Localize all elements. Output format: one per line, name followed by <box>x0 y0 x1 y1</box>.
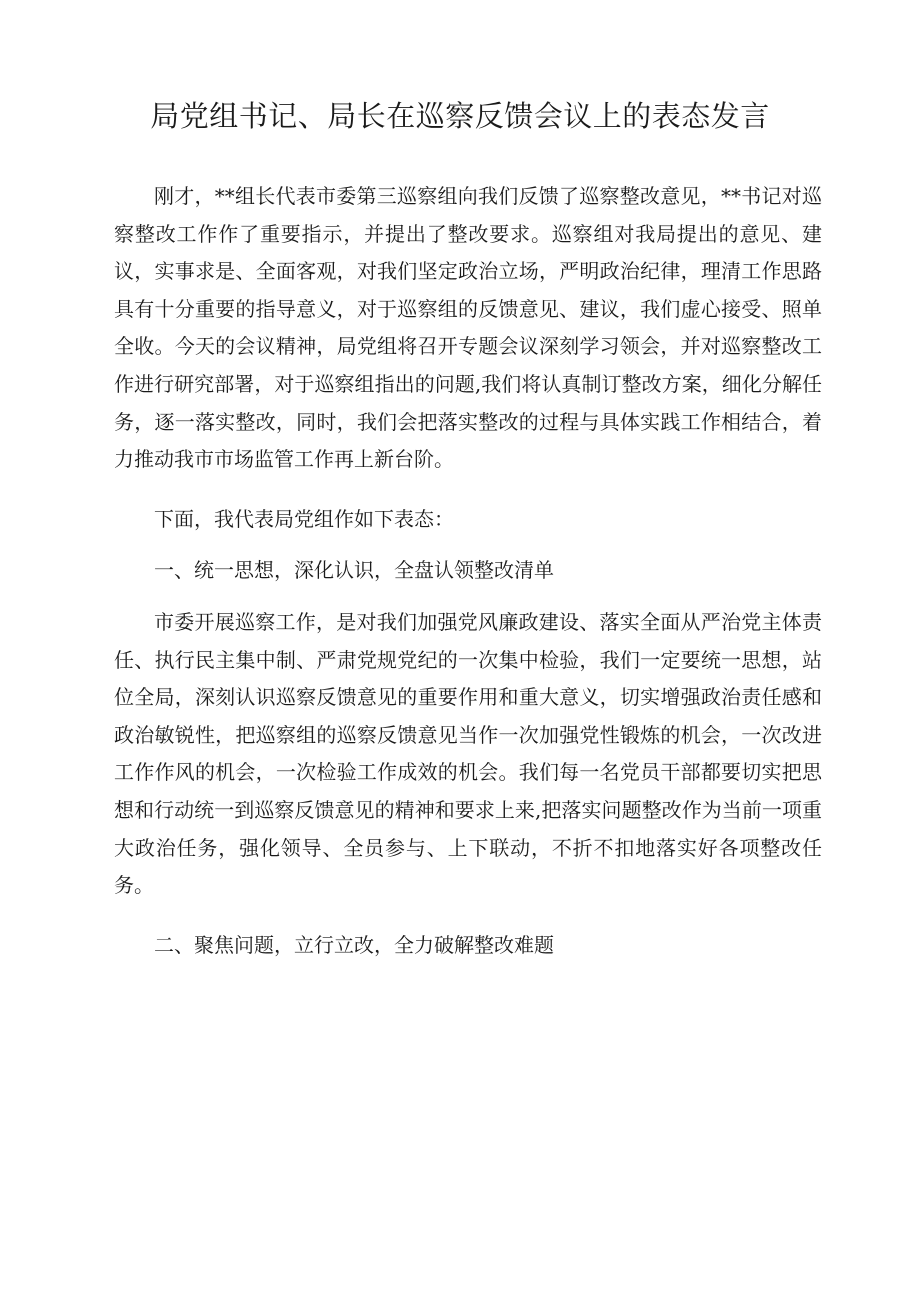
paragraph-section-1-body: 市委开展巡察工作，是对我们加强党风廉政建设、落实全面从严治党主体责任、执行民主集中制、严肃党规党纪的一次集中检验，我们一定要统一思想，站位全局，深刻认识巡察反馈意见的重要作用和重大意义，切实增强政治责任感和政治敏锐性，把巡察组的巡察反馈意见当作一次加强党性锻炼的机会，一次改进工作作风的机会，一次检验工作成效的机会。我们每一名党员干部都要切实把思想和行动统一到巡察反馈意见的精神和要求上来,把落实问题整改作为当前一项重大政治任务，强化领导、全员参与、上下联动，不折不扣地落实好各项整改任务。 <box>114 609 822 898</box>
paragraph-opening: 刚才，**组长代表市委第三巡察组向我们反馈了巡察整改意见，**书记对巡察整改工作作了重要指示，并提出了整改要求。巡察组对我局提出的意见、建议，实事求是、全面客观，对我们坚定政治立场，严明政治纪律，理清工作思路具有十分重要的指导意义，对于巡察组的反馈意见、建议，我们虚心接受、照单全收。今天的会议精神，局党组将召开专题会议深刻学习领会，并对巡察整改工作进行研究部署，对于巡察组指出的问题,我们将认真制订整改方案，细化分解任务，逐一落实整改，同时，我们会把落实整改的过程与具体实践工作相结合，着力推动我市市场监管工作再上新台阶。 <box>114 184 822 472</box>
section-heading-1: 一、统一思想，深化认识，全盘认领整改清单 <box>154 558 554 583</box>
paragraph-statement-intro: 下面，我代表局党组作如下表态： <box>154 506 454 531</box>
document-body <box>114 178 822 964</box>
section-heading-2: 二、聚焦问题，立行立改，全力破解整改难题 <box>154 932 554 957</box>
document-title: 局党组书记、局长在巡察反馈会议上的表态发言 <box>150 99 770 133</box>
